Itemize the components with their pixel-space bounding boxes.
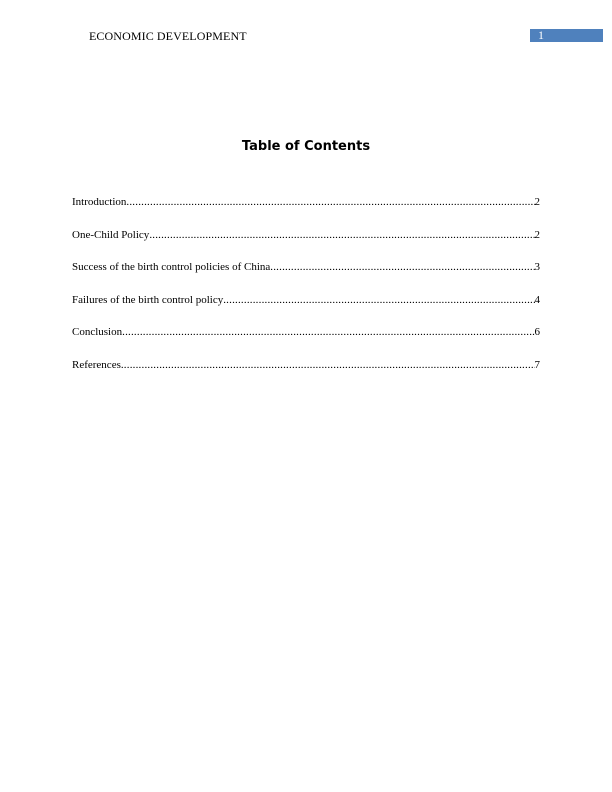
toc-entry-page: 2 [534,196,540,208]
toc-entry-page: 7 [534,358,540,371]
toc-entry-conclusion[interactable] [72,325,540,358]
toc-entry-page: 6 [534,326,540,339]
toc-dot-leader [270,260,534,274]
page-number: 1 [538,28,544,42]
toc-dot-leader [126,195,534,209]
toc-entry-label: References [72,358,121,371]
toc-heading: Table of Contents [241,139,371,154]
toc-dot-leader [121,358,535,372]
toc-dot-leader [149,228,534,242]
running-head-title: ECONOMIC DEVELOPMENT [89,29,247,43]
toc-entry-label: Failures of the birth control policy [72,293,224,306]
toc-entry-page: 3 [534,261,540,274]
toc-entry-label: Conclusion [72,326,123,339]
toc-entry-one-child-policy[interactable] [72,228,540,261]
toc-dot-leader [122,325,534,339]
page-number-box [530,29,603,42]
toc-entry-success[interactable] [72,260,540,293]
toc-entry-page: 2 [534,228,540,241]
toc-entry-label: Success of the birth control policies of China [72,261,271,274]
toc-dot-leader [223,293,534,307]
toc-entry-references[interactable] [72,358,540,391]
toc-entry-failures[interactable] [72,293,540,326]
table-of-contents [72,195,540,391]
toc-entry-label: Introduction [72,196,127,208]
toc-entry-label: One-Child Policy [72,228,150,241]
toc-entry-page: 4 [534,293,540,306]
toc-entry-introduction[interactable] [72,195,540,228]
